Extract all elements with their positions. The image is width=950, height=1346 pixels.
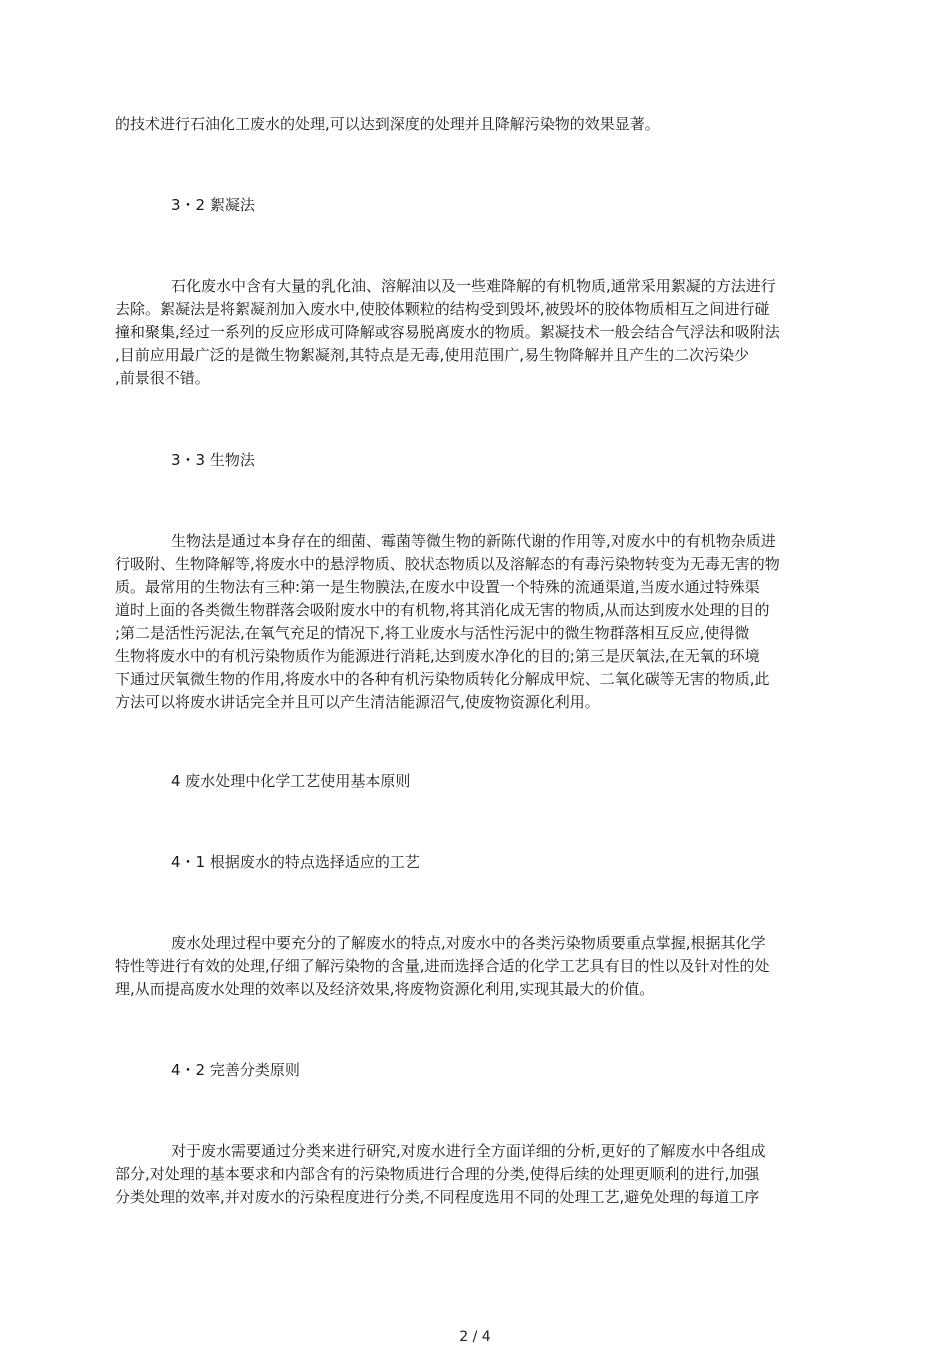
paragraph-line: ,前景很不错。 [115,369,210,387]
section-heading-3-3: 3・3 生物法 [171,451,255,469]
paragraph-line: 部分,对处理的基本要求和内部含有的污染物质进行合理的分类,使得后续的处理更顺利的进行,加强 [115,1165,760,1183]
paragraph-line: 分类处理的效率,并对废水的污染程度进行分类,不同程度选用不同的处理工艺,避免处理的每道工序 [115,1188,760,1206]
paragraph-line: 撞和聚集,经过一系列的反应形成可降解或容易脱离废水的物质。絮凝技术一般会结合气浮法和吸附法 [115,323,780,341]
paragraph-line: 对于废水需要通过分类来进行研究,对废水进行全方面详细的分析,更好的了解废水中各组成 [171,1142,766,1160]
paragraph-line: 行吸附、生物降解等,将废水中的悬浮物质、胶状态物质以及溶解态的有毒污染物转变为无毒无害的物 [115,555,780,573]
paragraph-line: 石化废水中含有大量的乳化油、溶解油以及一些难降解的有机物质,通常采用絮凝的方法进行 [171,277,776,295]
paragraph-line: 去除。絮凝法是将絮凝剂加入废水中,使胶体颗粒的结构受到毁坏,被毁坏的胶体物质相互之间进行碰 [115,300,770,318]
paragraph-line: 生物将废水中的有机污染物质作为能源进行消耗,达到废水净化的目的;第三是厌氧法,在无氧的环境 [115,647,760,665]
paragraph-line: 生物法是通过本身存在的细菌、霉菌等微生物的新陈代谢的作用等,对废水中的有机物杂质进 [171,532,776,550]
paragraph-line: 的技术进行石油化工废水的处理,可以达到深度的处理并且降解污染物的效果显著。 [115,115,660,133]
paragraph-line: 特性等进行有效的处理,仔细了解污染物的含量,进而选择合适的化学工艺具有目的性以及针对性的处 [115,957,770,975]
paragraph-line: ,目前应用最广泛的是微生物絮凝剂,其特点是无毒,使用范围广,易生物降解并且产生的二次污染少 [115,346,750,364]
section-heading-3-2: 3・2 絮凝法 [171,196,255,214]
paragraph-line: 方法可以将废水讲话完全并且可以产生清洁能源沼气,使废物资源化利用。 [115,693,600,711]
paragraph-line: 理,从而提高废水处理的效率以及经济效果,将废物资源化利用,实现其最大的价值。 [115,980,655,998]
paragraph-line: 质。最常用的生物法有三种:第一是生物膜法,在废水中设置一个特殊的流通渠道,当废水通过特殊渠 [115,578,760,596]
section-heading-4-2: 4・2 完善分类原则 [171,1061,300,1079]
paragraph-line: 道时上面的各类微生物群落会吸附废水中的有机物,将其消化成无害的物质,从而达到废水处理的目的 [115,601,770,619]
section-heading-4: 4 废水处理中化学工艺使用基本原则 [171,772,411,790]
page-number: 2 / 4 [459,1329,491,1345]
section-heading-4-1: 4・1 根据废水的特点选择适应的工艺 [171,853,420,871]
paragraph-line: 下通过厌氧微生物的作用,将废水中的各种有机污染物质转化分解成甲烷、二氧化碳等无害的物质,此 [115,670,770,688]
paragraph-line: ;第二是活性污泥法,在氧气充足的情况下,将工业废水与活性污泥中的微生物群落相互反应,使得微 [115,624,750,642]
paragraph-line: 废水处理过程中要充分的了解废水的特点,对废水中的各类污染物质要重点掌握,根据其化学 [171,934,766,952]
